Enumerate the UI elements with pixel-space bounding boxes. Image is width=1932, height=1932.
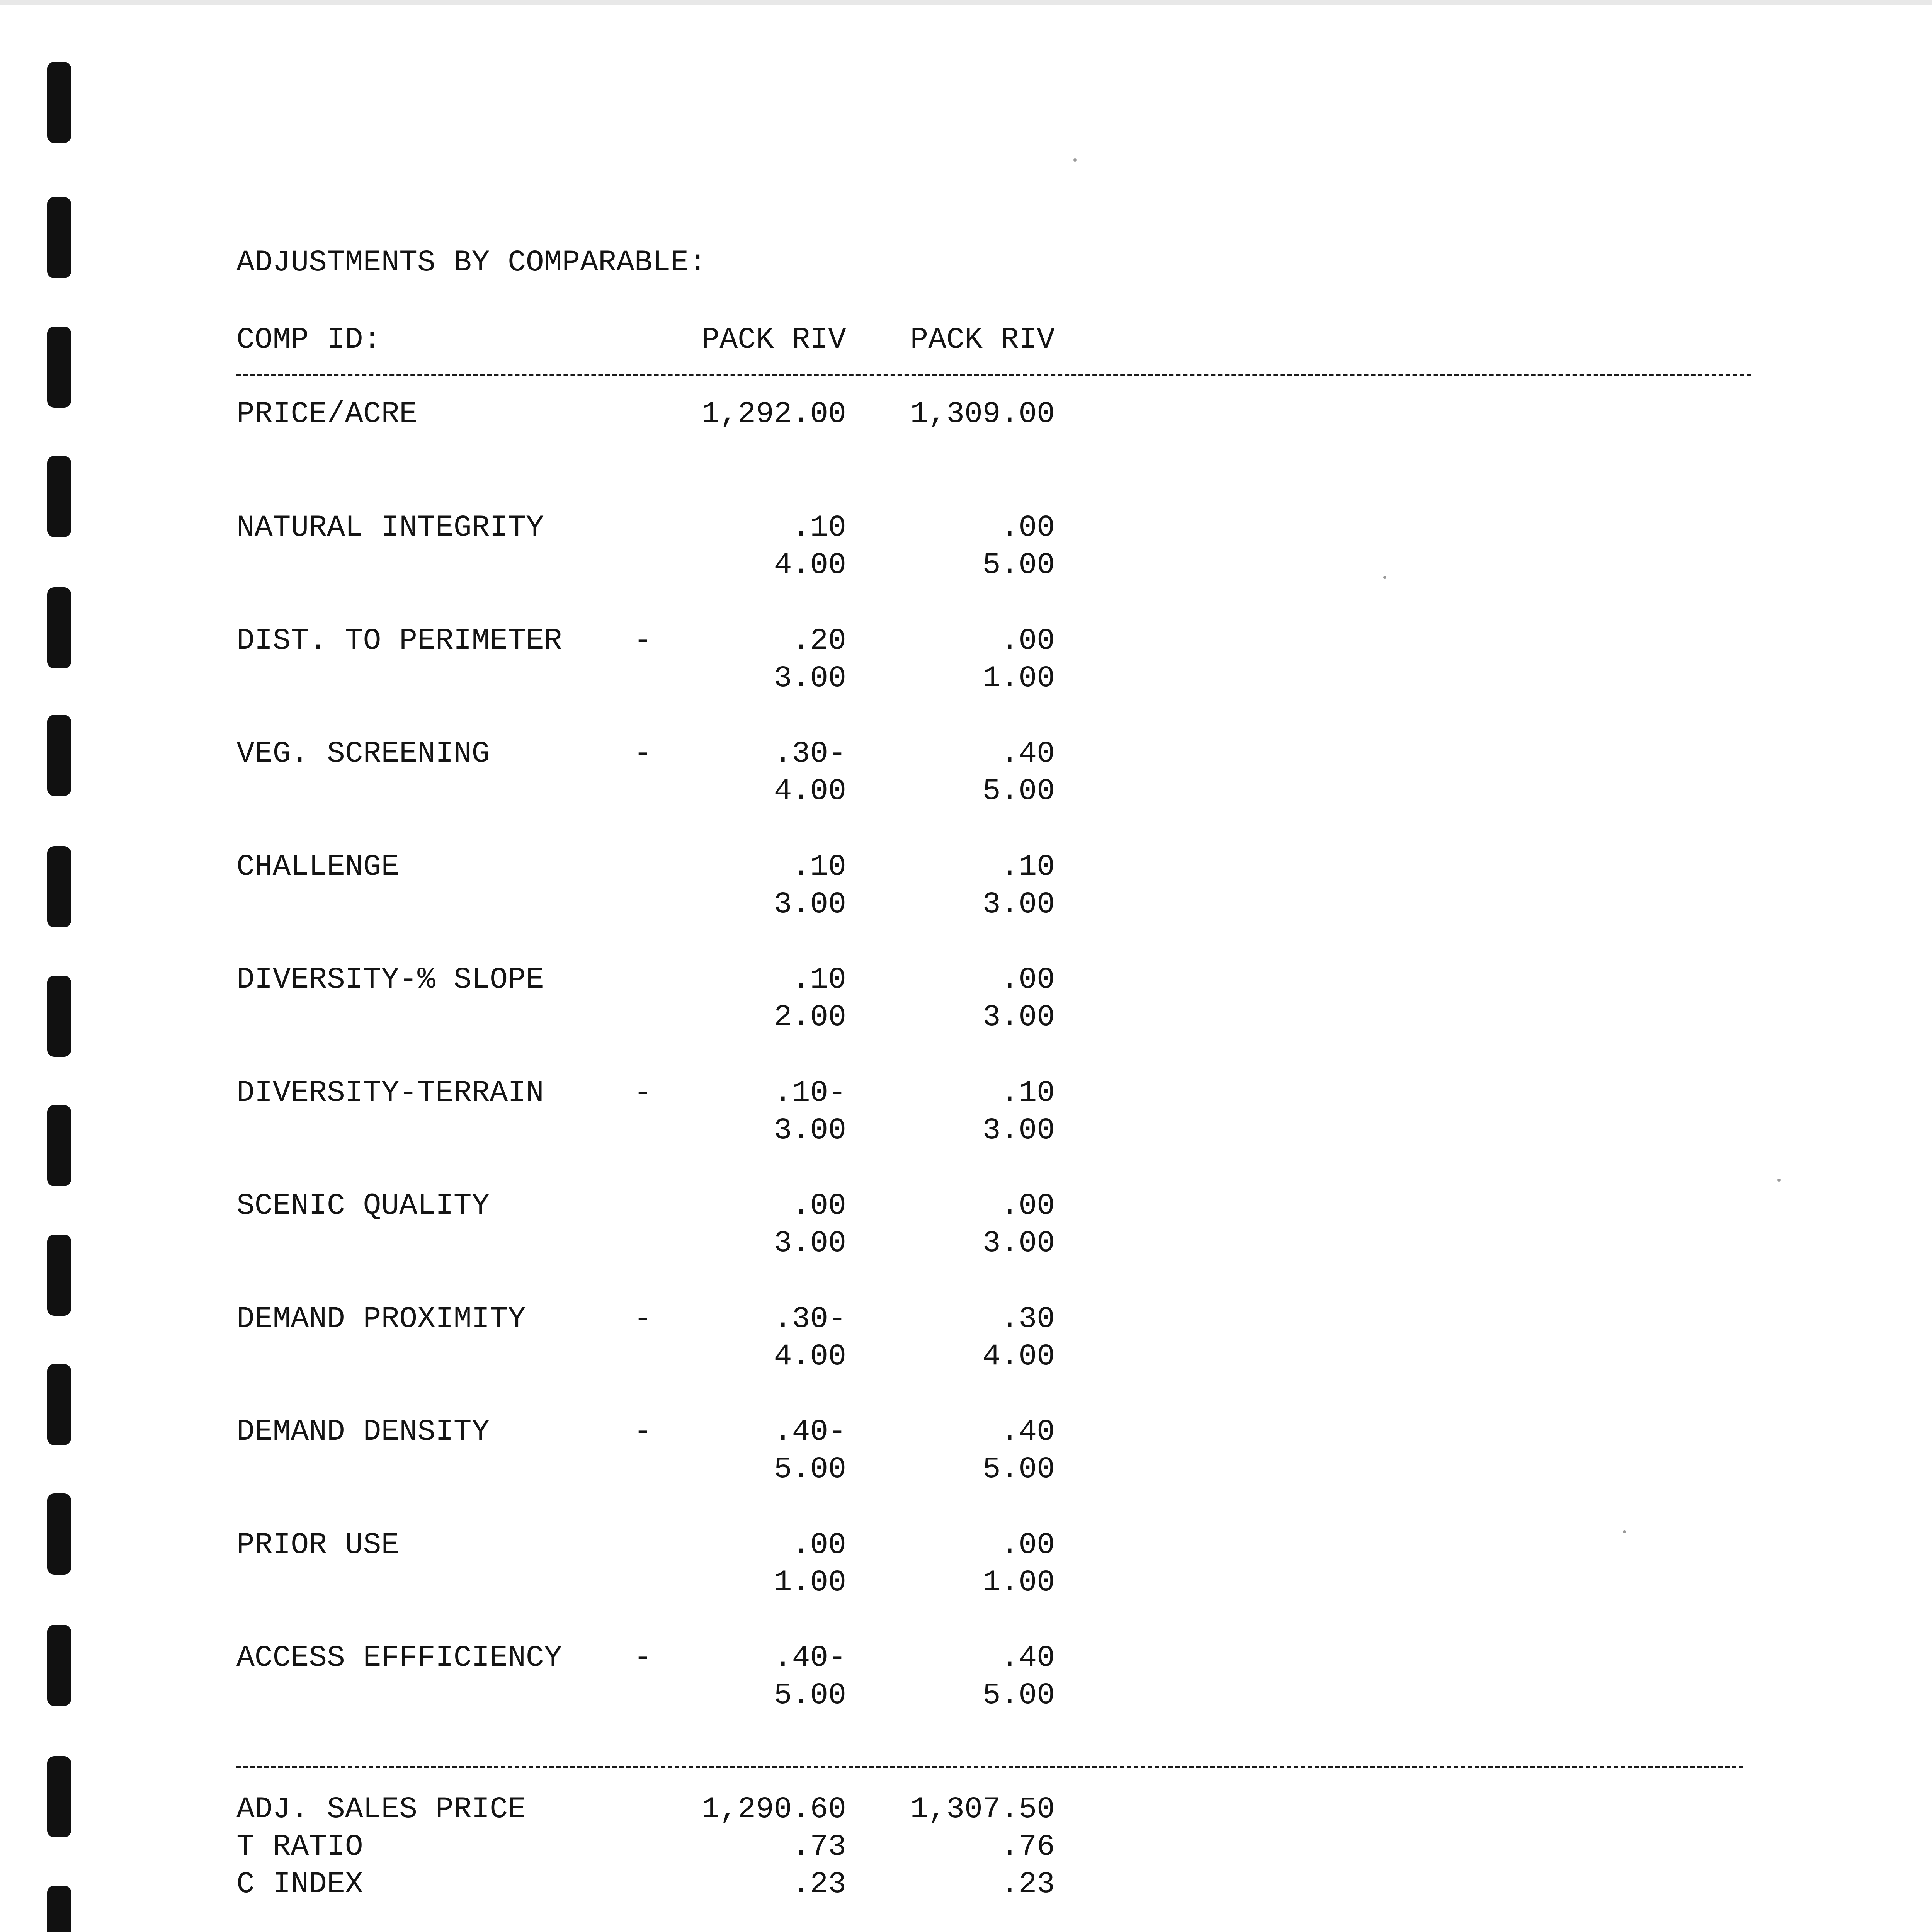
factor-label: VEG. SCREENING xyxy=(236,737,490,771)
factor-adjustment-col2: .40 xyxy=(1000,737,1055,771)
document-title: ADJUSTMENTS BY COMPARABLE: xyxy=(236,246,707,280)
factor-score-col2: 5.00 xyxy=(982,548,1055,582)
factor-score-col1: 3.00 xyxy=(774,662,846,696)
factor-sign: - xyxy=(634,1076,652,1110)
factor-adjustment-col2: .10 xyxy=(1000,1076,1055,1110)
factor-adjustment-col2: .40 xyxy=(1000,1415,1055,1449)
factor-adjustment-col1: .40- xyxy=(774,1641,846,1675)
factor-score-col1: 3.00 xyxy=(774,1226,846,1260)
factor-adjustment-col2: .00 xyxy=(1000,1528,1055,1562)
factor-sign: - xyxy=(634,1641,652,1675)
factor-score-col1: 5.00 xyxy=(774,1679,846,1713)
factor-adjustment-col2: .10 xyxy=(1000,850,1055,884)
page-top-edge xyxy=(0,0,1932,5)
punch-hole-mark xyxy=(47,327,71,408)
punch-hole-mark xyxy=(47,1364,71,1445)
price-acre-col1: 1,292.00 xyxy=(701,397,846,431)
punch-hole-mark xyxy=(47,1105,71,1186)
factor-adjustment-col1: .10 xyxy=(792,850,846,884)
factor-score-col2: 5.00 xyxy=(982,1452,1055,1486)
factor-score-col1: 1.00 xyxy=(774,1566,846,1600)
punch-hole-mark xyxy=(47,1756,71,1837)
factor-adjustment-col1: .10 xyxy=(792,511,846,545)
factor-adjustment-col1: .00 xyxy=(792,1528,846,1562)
factor-score-col2: 5.00 xyxy=(982,774,1055,808)
factor-score-col2: 3.00 xyxy=(982,1226,1055,1260)
summary-col1: 1,290.60 xyxy=(701,1793,846,1827)
comp-id-col1: PACK RIV xyxy=(701,323,846,357)
summary-col2: .23 xyxy=(1000,1867,1055,1901)
factor-score-col2: 3.00 xyxy=(982,1000,1055,1034)
factor-score-col2: 1.00 xyxy=(982,662,1055,696)
summary-col1: .23 xyxy=(792,1867,846,1901)
factor-adjustment-col2: .00 xyxy=(1000,624,1055,658)
factor-adjustment-col2: .30 xyxy=(1000,1302,1055,1336)
factor-score-col1: 5.00 xyxy=(774,1452,846,1486)
factor-adjustment-col1: .10- xyxy=(774,1076,846,1110)
factor-score-col1: 4.00 xyxy=(774,774,846,808)
punch-hole-mark xyxy=(47,197,71,278)
factor-label: DEMAND PROXIMITY xyxy=(236,1302,526,1336)
factor-score-col2: 3.00 xyxy=(982,1114,1055,1148)
summary-label: T RATIO xyxy=(236,1830,363,1864)
factor-score-col2: 5.00 xyxy=(982,1679,1055,1713)
factor-sign: - xyxy=(634,1415,652,1449)
factor-score-col2: 3.00 xyxy=(982,888,1055,922)
summary-divider xyxy=(236,1766,1743,1768)
factor-label: DEMAND DENSITY xyxy=(236,1415,490,1449)
factor-label: DIVERSITY-% SLOPE xyxy=(236,963,544,997)
factor-score-col2: 4.00 xyxy=(982,1340,1055,1374)
factor-adjustment-col1: .30- xyxy=(774,1302,846,1336)
punch-hole-mark xyxy=(47,62,71,143)
summary-col2: 1,307.50 xyxy=(910,1793,1055,1827)
factor-score-col1: 4.00 xyxy=(774,1340,846,1374)
factor-adjustment-col1: .30- xyxy=(774,737,846,771)
factor-label: PRIOR USE xyxy=(236,1528,400,1562)
factor-adjustment-col1: .00 xyxy=(792,1189,846,1223)
factor-label: SCENIC QUALITY xyxy=(236,1189,490,1223)
factor-label: NATURAL INTEGRITY xyxy=(236,511,544,545)
factor-adjustment-col2: .00 xyxy=(1000,963,1055,997)
summary-col1: .73 xyxy=(792,1830,846,1864)
scan-speck xyxy=(1623,1530,1626,1533)
summary-label: C INDEX xyxy=(236,1867,363,1901)
scan-speck xyxy=(1073,158,1077,162)
factor-score-col1: 3.00 xyxy=(774,888,846,922)
punch-hole-mark xyxy=(47,715,71,796)
punch-hole-mark xyxy=(47,1235,71,1316)
factor-score-col2: 1.00 xyxy=(982,1566,1055,1600)
scan-speck xyxy=(1383,576,1386,579)
punch-hole-mark xyxy=(47,1625,71,1706)
punch-hole-mark xyxy=(47,846,71,927)
punch-hole-mark xyxy=(47,456,71,537)
factor-adjustment-col2: .40 xyxy=(1000,1641,1055,1675)
summary-label: ADJ. SALES PRICE xyxy=(236,1793,526,1827)
header-divider xyxy=(236,374,1751,376)
punch-hole-mark xyxy=(47,1886,71,1932)
factor-adjustment-col1: .20 xyxy=(792,624,846,658)
comp-id-col2: PACK RIV xyxy=(910,323,1055,357)
factor-score-col1: 4.00 xyxy=(774,548,846,582)
factor-sign: - xyxy=(634,624,652,658)
punch-hole-mark xyxy=(47,976,71,1057)
comp-id-label: COMP ID: xyxy=(236,323,381,357)
price-acre-label: PRICE/ACRE xyxy=(236,397,418,431)
price-acre-col2: 1,309.00 xyxy=(910,397,1055,431)
factor-score-col1: 3.00 xyxy=(774,1114,846,1148)
factor-adjustment-col1: .40- xyxy=(774,1415,846,1449)
factor-label: CHALLENGE xyxy=(236,850,400,884)
summary-col2: .76 xyxy=(1000,1830,1055,1864)
factor-adjustment-col2: .00 xyxy=(1000,511,1055,545)
factor-label: DIVERSITY-TERRAIN xyxy=(236,1076,544,1110)
factor-adjustment-col1: .10 xyxy=(792,963,846,997)
factor-score-col1: 2.00 xyxy=(774,1000,846,1034)
punch-hole-mark xyxy=(47,1493,71,1575)
punch-hole-mark xyxy=(47,587,71,668)
factor-sign: - xyxy=(634,1302,652,1336)
scan-speck xyxy=(1777,1179,1781,1182)
factor-adjustment-col2: .00 xyxy=(1000,1189,1055,1223)
factor-label: DIST. TO PERIMETER xyxy=(236,624,562,658)
factor-label: ACCESS EFFFICIENCY xyxy=(236,1641,562,1675)
factor-sign: - xyxy=(634,737,652,771)
